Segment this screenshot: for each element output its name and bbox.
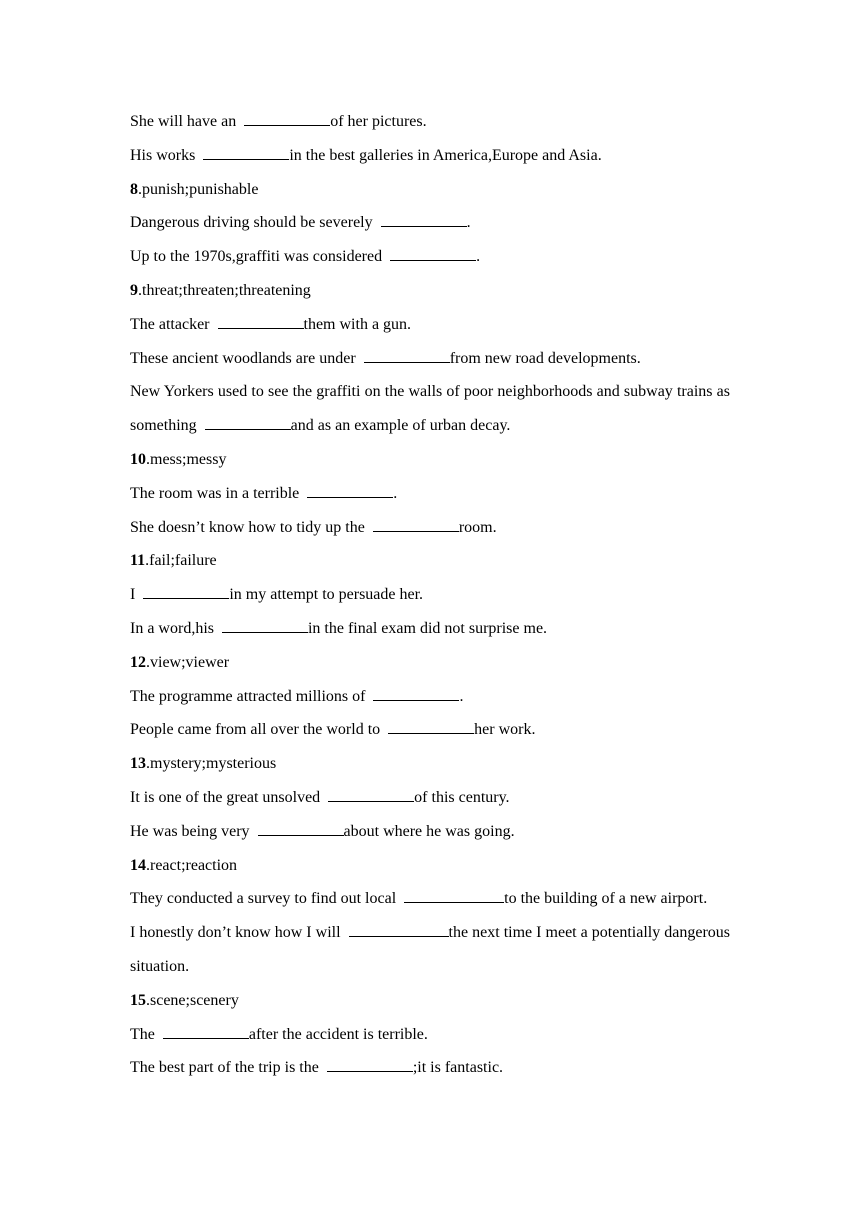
exercise-sentence	[130, 342, 730, 376]
sentence-after-blank: in the best galleries in America,Europe and Asia.	[289, 146, 602, 164]
exercise-sentence	[130, 916, 730, 984]
answer-blank[interactable]	[244, 124, 330, 126]
sentence-before-blank: In a word,his	[130, 619, 214, 637]
item-number: 10	[130, 450, 146, 468]
exercise-sentence	[130, 578, 730, 612]
answer-blank[interactable]	[205, 428, 291, 430]
sentence-before-blank: The programme attracted millions of	[130, 687, 366, 705]
exercise-sentence	[130, 815, 730, 849]
sentence-before-blank: He was being very	[130, 822, 250, 840]
word-group-heading	[130, 173, 730, 207]
sentence-after-blank: to the building of a new airport.	[504, 890, 708, 908]
sentence-before-blank: His works	[130, 146, 196, 164]
answer-blank[interactable]	[143, 597, 229, 599]
sentence-after-blank: of this century.	[414, 788, 510, 806]
sentence-after-blank: her work.	[474, 721, 536, 739]
sentence-before-blank: The best part of the trip is the	[130, 1059, 319, 1077]
word-group-heading	[130, 849, 730, 883]
exercise-sentence	[130, 680, 730, 714]
sentence-after-blank: .	[459, 687, 464, 705]
word-group-heading	[130, 443, 730, 477]
exercise-sentence	[130, 240, 730, 274]
item-number: 8	[130, 180, 138, 198]
exercise-sentence	[130, 105, 730, 139]
word-forms: .threat;threaten;threatening	[138, 281, 311, 299]
sentence-before-blank: The room was in a terrible	[130, 484, 300, 502]
sentence-before-blank: Dangerous driving should be severely	[130, 214, 373, 232]
sentence-before-blank: The	[130, 1025, 155, 1043]
sentence-after-blank: .	[466, 214, 471, 232]
sentence-after-blank: from new road developments.	[449, 349, 641, 367]
answer-blank[interactable]	[404, 901, 504, 903]
word-forms: .fail;failure	[145, 552, 217, 570]
exercise-sentence	[130, 308, 730, 342]
exercise-sentence	[130, 139, 730, 173]
item-number: 15	[130, 991, 146, 1009]
sentence-after-blank: about where he was going.	[343, 822, 515, 840]
sentence-before-blank: The attacker	[130, 315, 210, 333]
sentence-after-blank: room.	[458, 518, 497, 536]
sentence-after-blank: in my attempt to persuade her.	[229, 586, 424, 604]
item-number: 12	[130, 653, 146, 671]
exercise-list	[130, 105, 730, 1085]
answer-blank[interactable]	[364, 361, 450, 363]
exercise-sentence	[130, 511, 730, 545]
sentence-before-blank: New Yorkers used to see the graffiti on the walls of poor neighborhoods and subway trains as something	[130, 383, 730, 435]
word-group-heading	[130, 544, 730, 578]
sentence-after-blank: the next time I meet a potentially dangerous situation.	[130, 924, 730, 975]
answer-blank[interactable]	[163, 1037, 249, 1039]
item-number: 14	[130, 856, 146, 874]
sentence-before-blank: She doesn’t know how to tidy up the	[130, 518, 365, 536]
answer-blank[interactable]	[218, 327, 304, 329]
word-forms: .scene;scenery	[146, 991, 239, 1009]
item-number: 13	[130, 755, 146, 773]
answer-blank[interactable]	[222, 631, 308, 633]
answer-blank[interactable]	[390, 259, 476, 261]
exercise-sentence	[130, 713, 730, 747]
answer-blank[interactable]	[328, 800, 414, 802]
word-group-heading	[130, 646, 730, 680]
sentence-before-blank: They conducted a survey to find out local	[130, 890, 397, 908]
answer-blank[interactable]	[203, 158, 289, 160]
word-group-heading	[130, 747, 730, 781]
sentence-before-blank: People came from all over the world to	[130, 721, 381, 739]
answer-blank[interactable]	[388, 732, 474, 734]
word-forms: .punish;punishable	[138, 180, 259, 198]
exercise-sentence	[130, 206, 730, 240]
sentence-before-blank: I	[130, 586, 136, 604]
exercise-sentence	[130, 882, 730, 916]
word-forms: .mess;messy	[146, 450, 227, 468]
word-forms: .view;viewer	[146, 653, 230, 671]
answer-blank[interactable]	[327, 1070, 413, 1072]
item-number: 11	[130, 552, 146, 570]
item-number: 9	[130, 281, 138, 299]
answer-blank[interactable]	[349, 935, 449, 937]
sentence-after-blank: .	[393, 484, 398, 502]
sentence-before-blank: I honestly don’t know how I will	[130, 924, 341, 942]
sentence-after-blank: ;it is fantastic.	[412, 1059, 504, 1077]
exercise-sentence	[130, 375, 730, 443]
exercise-sentence	[130, 477, 730, 511]
sentence-after-blank: after the accident is terrible.	[248, 1025, 428, 1043]
exercise-sentence	[130, 1051, 730, 1085]
sentence-before-blank: She will have an	[130, 113, 237, 130]
sentence-after-blank: .	[476, 248, 481, 266]
word-group-heading	[130, 274, 730, 308]
sentence-before-blank: Up to the 1970s,graffiti was considered	[130, 248, 383, 266]
answer-blank[interactable]	[373, 699, 459, 701]
sentence-after-blank: in the final exam did not surprise me.	[307, 619, 548, 637]
answer-blank[interactable]	[373, 530, 459, 532]
word-forms: .mystery;mysterious	[146, 755, 277, 773]
sentence-before-blank: It is one of the great unsolved	[130, 788, 321, 806]
sentence-before-blank: These ancient woodlands are under	[130, 349, 356, 367]
answer-blank[interactable]	[307, 496, 393, 498]
word-group-heading	[130, 984, 730, 1018]
word-forms: .react;reaction	[146, 856, 238, 874]
sentence-after-blank: them with a gun.	[303, 315, 412, 333]
sentence-after-blank: and as an example of urban decay.	[290, 417, 511, 435]
answer-blank[interactable]	[258, 834, 344, 836]
exercise-sentence	[130, 781, 730, 815]
answer-blank[interactable]	[381, 225, 467, 227]
exercise-sentence	[130, 1018, 730, 1052]
sentence-after-blank: of her pictures.	[330, 113, 427, 130]
exercise-sentence	[130, 612, 730, 646]
